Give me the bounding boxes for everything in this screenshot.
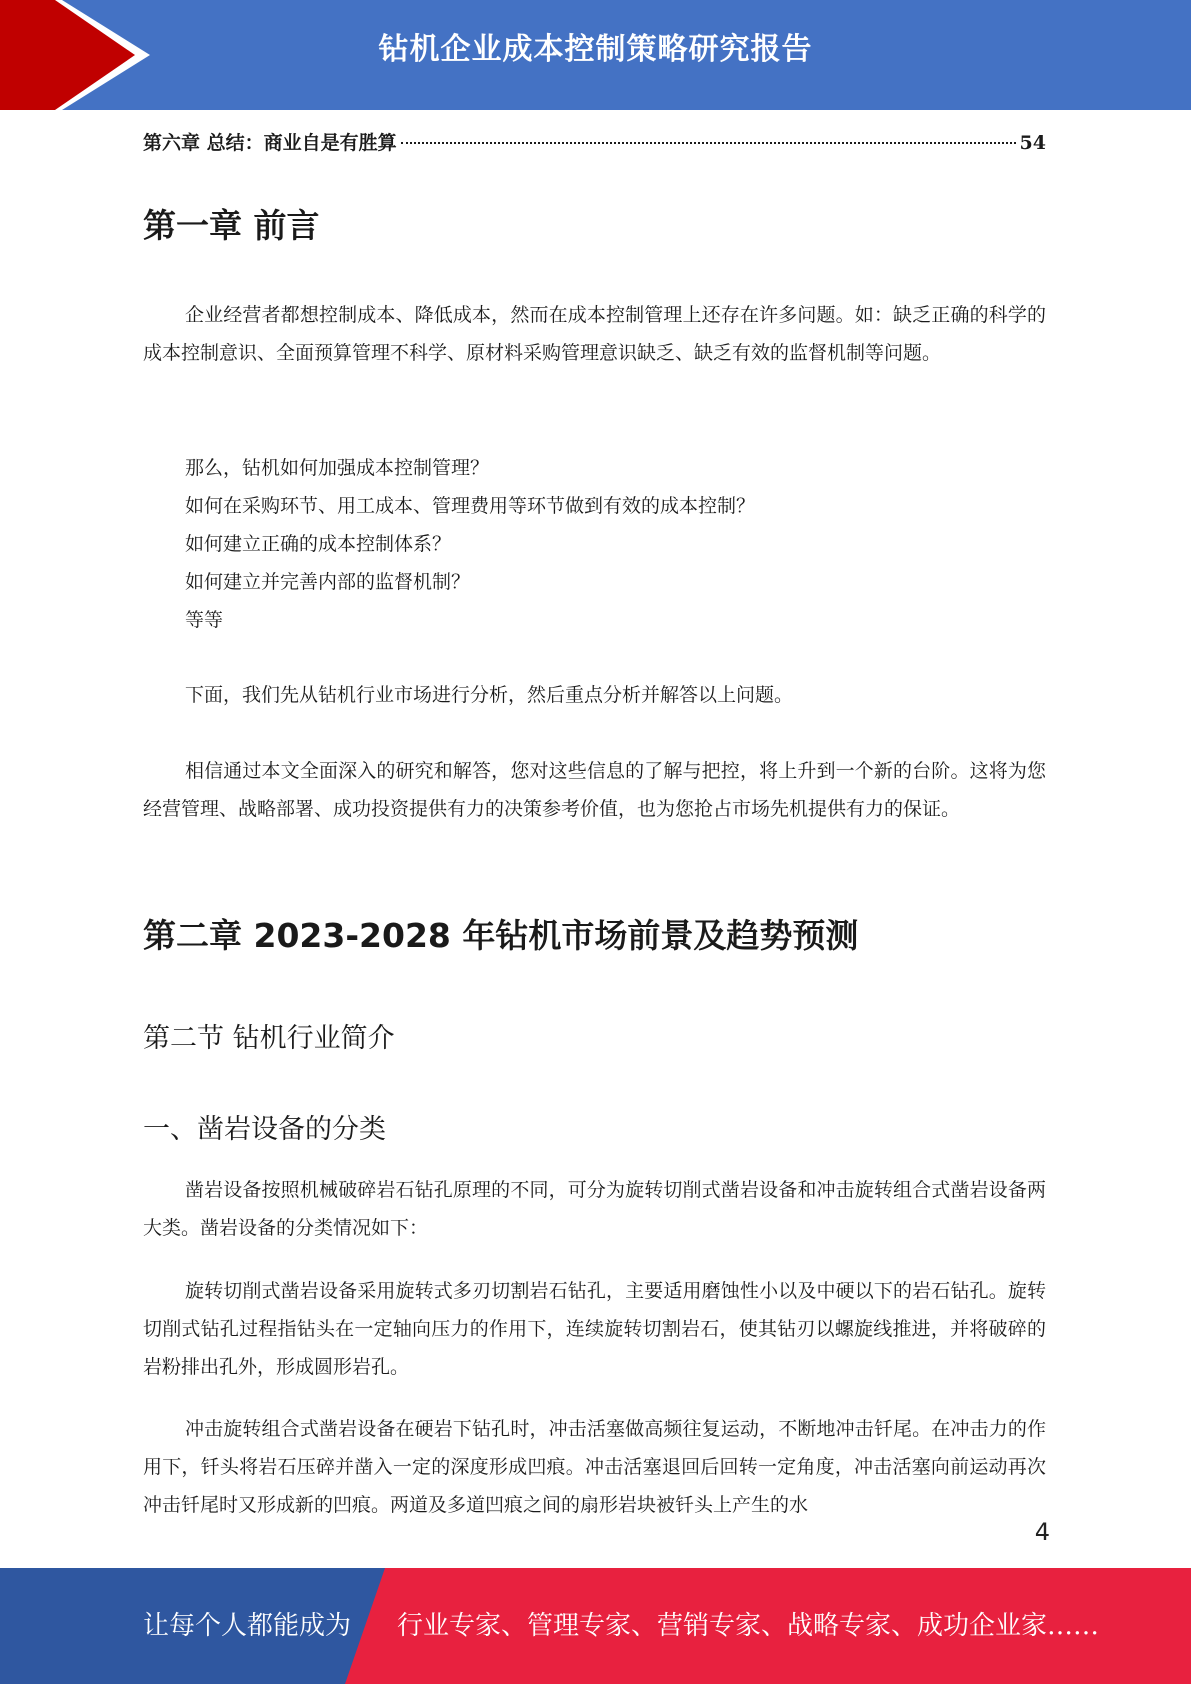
toc-entry[interactable] xyxy=(143,128,1046,158)
question-list xyxy=(185,449,755,639)
footer-slogan-left: 让每个人都能成为 xyxy=(143,1611,352,1641)
page-footer xyxy=(0,1568,1191,1684)
section-title: 第二节 钻机行业简介 xyxy=(143,1023,395,1054)
chapter-2-paragraph-3: 冲击旋转组合式凿岩设备在硬岩下钻孔时，冲击活塞做高频往复运动，不断地冲击钎尾。在冲击力的作用下，钎头将岩石压碎并凿入一定的深度形成凹痕。冲击活塞退回后回转一定角度，冲击活塞向前运动再次冲击钎尾时又形成新的凹痕。两道及多道凹痕之间的扇形岩块被钎头上产生的水 xyxy=(143,1418,1046,1516)
page-header xyxy=(0,0,1191,110)
question-item: 如何建立并完善内部的监督机制？ xyxy=(185,571,471,593)
chapter-2-paragraph-2: 旋转切削式凿岩设备采用旋转式多刃切割岩石钻孔，主要适用磨蚀性小以及中硬以下的岩石钻孔。旋转切削式钻孔过程指钻头在一定轴向压力的作用下，连续旋转切割岩石，使其钻刃以螺旋线推进，并将破碎的岩粉排出孔外，形成圆形岩孔。 xyxy=(143,1280,1046,1378)
page-number: 4 xyxy=(1034,1518,1050,1546)
chapter-1-title: 第一章 前言 xyxy=(143,206,320,245)
question-item: 那么，钻机如何加强成本控制管理？ xyxy=(185,457,490,479)
chapter-1-paragraph-1: 企业经营者都想控制成本、降低成本，然而在成本控制管理上还存在许多问题。如：缺乏正确的科学的成本控制意识、全面预算管理不科学、原材料采购管理意识缺乏、缺乏有效的监督机制等问题。 xyxy=(143,304,1046,364)
toc-entry-page: 54 xyxy=(1019,132,1046,154)
subsection-title: 一、凿岩设备的分类 xyxy=(143,1114,386,1145)
chapter-1-paragraph-3: 相信通过本文全面深入的研究和解答，您对这些信息的了解与把控，将上升到一个新的台阶。这将为您经营管理、战略部署、成功投资提供有力的决策参考价值，也为您抢占市场先机提供有力的保证。 xyxy=(143,760,1046,820)
chapter-2-paragraph-1: 凿岩设备按照机械破碎岩石钻孔原理的不同，可分为旋转切削式凿岩设备和冲击旋转组合式凿岩设备两大类。凿岩设备的分类情况如下： xyxy=(143,1179,1046,1239)
footer-slogan-right: 行业专家、管理专家、营销专家、战略专家、成功企业家…… xyxy=(397,1611,1100,1641)
document-title: 钻机企业成本控制策略研究报告 xyxy=(378,32,813,67)
toc-entry-label: 第六章 总结：商业自是有胜算 xyxy=(143,132,397,154)
question-item: 如何在采购环节、用工成本、管理费用等环节做到有效的成本控制？ xyxy=(185,495,756,517)
question-item: 如何建立正确的成本控制体系？ xyxy=(185,533,452,555)
chapter-2-title: 第二章 2023-2028 年钻机市场前景及趋势预测 xyxy=(143,916,859,955)
question-item: 等等 xyxy=(185,609,224,631)
chapter-1-paragraph-2: 下面，我们先从钻机行业市场进行分析，然后重点分析并解答以上问题。 xyxy=(185,684,794,706)
toc-leader-dots xyxy=(401,142,1016,144)
